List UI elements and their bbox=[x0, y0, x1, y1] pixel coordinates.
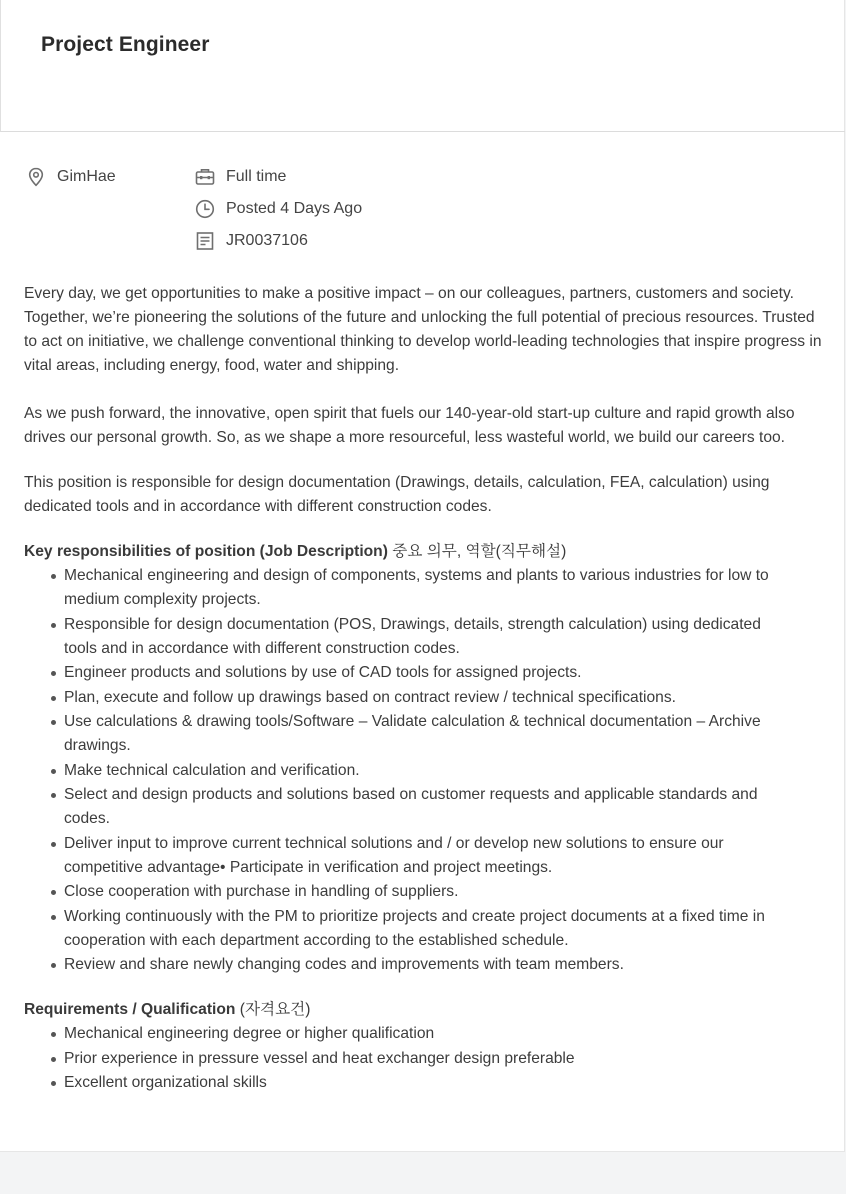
requisition-id-text: JR0037106 bbox=[226, 232, 308, 249]
requirements-heading-kr: (자격요건) bbox=[239, 1001, 311, 1018]
responsibilities-list bbox=[24, 564, 824, 977]
employment-type-meta bbox=[194, 165, 286, 189]
list-item: Review and share newly changing codes and improvements with team members. bbox=[24, 953, 776, 977]
requirements-list bbox=[24, 1022, 824, 1095]
location-text: GimHae bbox=[57, 168, 116, 185]
job-header bbox=[0, 0, 845, 132]
job-description bbox=[24, 282, 824, 1116]
document-icon bbox=[194, 230, 216, 252]
intro-paragraph: Every day, we get opportunities to make a positive impact – on our colleagues, partners, customers and society. Together, we’re pioneering the solutions of the future and unlocking the full potential of precious resources. Trusted to act on initiative, we challenge conventional thinking to develop world-leading technologies that inspire progress in vital areas, including energy, food, water and shipping. bbox=[24, 285, 822, 374]
list-item: Deliver input to improve current technical solutions and / or develop new solutions to ensure our competitive advantage• Participate in verification and project meetings. bbox=[24, 832, 776, 880]
list-item: Select and design products and solutions based on customer requests and applicable standards and codes. bbox=[24, 783, 776, 831]
list-item: Use calculations & drawing tools/Software – Validate calculation & technical documentation – Archive drawings. bbox=[24, 710, 776, 758]
responsibilities-heading-text: Key responsibilities of position (Job Description) bbox=[24, 543, 388, 560]
clock-icon bbox=[194, 198, 216, 220]
list-item: Mechanical engineering and design of components, systems and plants to various industries for low to medium complexity projects. bbox=[24, 564, 776, 612]
culture-paragraph: As we push forward, the innovative, open spirit that fuels our 140-year-old start-up culture and rapid growth also drives our personal growth. So, as we shape a more resourceful, less wasteful world, we build our careers too. bbox=[24, 405, 795, 446]
list-item: Close cooperation with purchase in handling of suppliers. bbox=[24, 880, 776, 904]
requirements-heading-text: Requirements / Qualification bbox=[24, 1001, 236, 1018]
list-item: Working continuously with the PM to prioritize projects and create project documents at a fixed time in cooperation with each department according to the established schedule. bbox=[24, 905, 776, 953]
position-summary-paragraph: This position is responsible for design documentation (Drawings, details, calculation, FEA, calculation) using dedicated tools and in accordance with different construction codes. bbox=[24, 474, 770, 515]
requirements-heading bbox=[24, 998, 824, 1022]
list-item: Make technical calculation and verification. bbox=[24, 759, 776, 783]
posted-meta bbox=[194, 197, 362, 221]
location-meta bbox=[25, 165, 116, 189]
requisition-meta bbox=[194, 229, 308, 253]
location-pin-icon bbox=[25, 166, 47, 188]
list-item: Engineer products and solutions by use of CAD tools for assigned projects. bbox=[24, 661, 776, 685]
list-item: Responsible for design documentation (POS, Drawings, details, strength calculation) using dedicated tools and in accordance with different construction codes. bbox=[24, 613, 776, 661]
list-item: Excellent organizational skills bbox=[24, 1071, 776, 1095]
briefcase-icon bbox=[194, 166, 216, 188]
responsibilities-heading bbox=[24, 540, 824, 564]
posted-text: Posted 4 Days Ago bbox=[226, 200, 363, 217]
list-item: Prior experience in pressure vessel and heat exchanger design preferable bbox=[24, 1047, 776, 1071]
page-title: Project Engineer bbox=[41, 33, 210, 56]
employment-type-text: Full time bbox=[226, 168, 287, 185]
responsibilities-heading-kr: 중요 의무, 역할(직무해설) bbox=[392, 543, 567, 560]
list-item: Mechanical engineering degree or higher qualification bbox=[24, 1022, 776, 1046]
list-item: Plan, execute and follow up drawings based on contract review / technical specifications. bbox=[24, 686, 776, 710]
